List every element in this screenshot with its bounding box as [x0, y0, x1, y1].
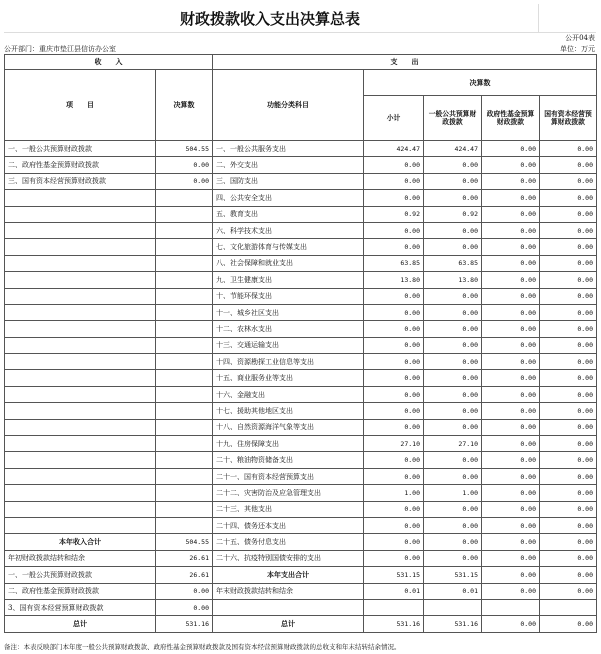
subtotal-header: 小计	[364, 96, 424, 141]
general-public-header: 一般公共预算财政拨款	[424, 96, 482, 141]
expense-item-cell: 十四、资源勘探工业信息等支出	[213, 354, 364, 370]
table-row	[5, 403, 597, 419]
state-capital-cell: 0.00	[540, 255, 597, 271]
expense-item-cell: 二十三、其他支出	[213, 501, 364, 517]
income-amount-cell	[156, 337, 213, 353]
income-amount-cell	[156, 239, 213, 255]
table-row	[5, 141, 597, 157]
income-item-cell	[5, 468, 156, 484]
income-item-cell: 三、国有资本经营预算财政拨款	[5, 173, 156, 189]
state-capital-cell: 0.00	[540, 206, 597, 222]
general-public-cell: 0.00	[424, 370, 482, 386]
income-item-cell: 本年收入合计	[5, 534, 156, 550]
expense-item-cell: 二十六、抗疫特别国债安排的支出	[213, 550, 364, 566]
table-row	[5, 272, 597, 288]
gov-fund-cell: 0.00	[482, 321, 540, 337]
general-public-cell: 0.01	[424, 583, 482, 599]
footnote: 备注：本表反映部门本年度一般公共预算财政拨款、政府性基金预算财政拨款及国有资本经营预算财政拨款的总收支和年末结转结余情况。	[4, 643, 401, 651]
subtotal-cell: 0.00	[364, 468, 424, 484]
table-row	[5, 419, 597, 435]
subtotal-cell: 0.00	[364, 370, 424, 386]
general-public-cell: 0.00	[424, 190, 482, 206]
gov-fund-cell: 0.00	[482, 386, 540, 402]
expense-item-cell: 二十四、债务还本支出	[213, 517, 364, 533]
expense-item-cell: 七、文化旅游体育与传媒支出	[213, 239, 364, 255]
state-capital-cell: 0.00	[540, 337, 597, 353]
income-header: 收 入	[5, 55, 213, 70]
income-amount-cell: 0.00	[156, 157, 213, 173]
income-item-cell	[5, 354, 156, 370]
general-public-cell: 0.00	[424, 550, 482, 566]
subtotal-cell: 63.85	[364, 255, 424, 271]
income-amount-cell: 531.16	[156, 616, 213, 632]
income-item-cell: 总计	[5, 616, 156, 632]
expense-item-cell: 十九、住房保障支出	[213, 436, 364, 452]
table-row	[5, 337, 597, 353]
expense-item-cell: 九、卫生健康支出	[213, 272, 364, 288]
gov-fund-cell: 0.00	[482, 370, 540, 386]
subtotal-cell: 0.00	[364, 354, 424, 370]
subtotal-cell: 0.00	[364, 403, 424, 419]
expense-item-cell: 年末财政拨款结转和结余	[213, 583, 364, 599]
income-item-cell	[5, 370, 156, 386]
table-row	[5, 436, 597, 452]
income-amount-cell: 26.61	[156, 550, 213, 566]
income-item-cell	[5, 436, 156, 452]
state-capital-cell	[540, 599, 597, 615]
table-row	[5, 222, 597, 238]
subtotal-cell: 0.00	[364, 534, 424, 550]
income-amount-cell	[156, 255, 213, 271]
income-item-cell	[5, 403, 156, 419]
gov-fund-header: 政府性基金预算财政拨款	[482, 96, 540, 141]
table-row	[5, 599, 597, 615]
table-row	[5, 501, 597, 517]
income-amount-cell	[156, 206, 213, 222]
gov-fund-cell: 0.00	[482, 616, 540, 632]
func-class-header: 功能分类科目	[213, 70, 364, 141]
gov-fund-cell: 0.00	[482, 550, 540, 566]
state-capital-cell: 0.00	[540, 550, 597, 566]
state-capital-cell: 0.00	[540, 501, 597, 517]
expense-item-cell: 二、外交支出	[213, 157, 364, 173]
table-row	[5, 517, 597, 533]
income-item-cell	[5, 190, 156, 206]
expense-item-cell: 一、一般公共服务支出	[213, 141, 364, 157]
general-public-cell: 0.00	[424, 239, 482, 255]
subtotal-cell: 1.00	[364, 485, 424, 501]
income-item-cell	[5, 386, 156, 402]
gov-fund-cell: 0.00	[482, 288, 540, 304]
table-row	[5, 468, 597, 484]
table-row	[5, 567, 597, 583]
subtotal-cell: 13.80	[364, 272, 424, 288]
subtotal-cell: 0.00	[364, 550, 424, 566]
general-public-cell: 0.92	[424, 206, 482, 222]
general-public-cell: 0.00	[424, 403, 482, 419]
gov-fund-cell: 0.00	[482, 452, 540, 468]
income-amount-cell: 0.00	[156, 173, 213, 189]
department-label: 公开部门：重庆市垫江县信访办公室	[4, 45, 116, 53]
gov-fund-cell: 0.00	[482, 337, 540, 353]
general-public-cell: 531.15	[424, 567, 482, 583]
gov-fund-cell: 0.00	[482, 468, 540, 484]
expense-item-cell: 本年支出合计	[213, 567, 364, 583]
table-row	[5, 616, 597, 632]
subtotal-cell: 0.00	[364, 386, 424, 402]
gov-fund-cell: 0.00	[482, 157, 540, 173]
income-amount-cell	[156, 403, 213, 419]
general-public-cell: 0.00	[424, 157, 482, 173]
expense-item-cell: 八、社会保障和就业支出	[213, 255, 364, 271]
income-amount-cell	[156, 190, 213, 206]
state-capital-cell: 0.00	[540, 616, 597, 632]
general-public-cell	[424, 599, 482, 615]
general-public-cell: 0.00	[424, 386, 482, 402]
income-item-cell	[5, 272, 156, 288]
table-row	[5, 255, 597, 271]
income-item-cell	[5, 321, 156, 337]
state-capital-cell: 0.00	[540, 190, 597, 206]
expense-item-cell: 二十一、国有资本经营预算支出	[213, 468, 364, 484]
state-capital-cell: 0.00	[540, 370, 597, 386]
state-capital-cell: 0.00	[540, 288, 597, 304]
state-capital-cell: 0.00	[540, 567, 597, 583]
subtotal-cell: 0.01	[364, 583, 424, 599]
expense-item-cell: 四、公共安全支出	[213, 190, 364, 206]
gov-fund-cell	[482, 599, 540, 615]
income-amount-cell: 504.55	[156, 534, 213, 550]
table-row	[5, 288, 597, 304]
income-item-cell	[5, 517, 156, 533]
subtotal-cell: 0.92	[364, 206, 424, 222]
subtotal-cell: 27.10	[364, 436, 424, 452]
budget-table	[4, 54, 597, 633]
income-item-cell	[5, 255, 156, 271]
general-public-cell: 0.00	[424, 419, 482, 435]
income-item-cell	[5, 419, 156, 435]
income-item-cell	[5, 222, 156, 238]
expense-item-cell: 十二、农林水支出	[213, 321, 364, 337]
gov-fund-cell: 0.00	[482, 436, 540, 452]
subtotal-cell: 0.00	[364, 190, 424, 206]
subtotal-cell: 0.00	[364, 222, 424, 238]
gov-fund-cell: 0.00	[482, 173, 540, 189]
subtotal-cell	[364, 599, 424, 615]
item-header: 项 目	[5, 70, 156, 141]
income-item-cell	[5, 304, 156, 320]
state-capital-cell: 0.00	[540, 222, 597, 238]
subtotal-cell: 0.00	[364, 304, 424, 320]
income-amount-cell	[156, 370, 213, 386]
state-capital-cell: 0.00	[540, 173, 597, 189]
income-item-cell	[5, 485, 156, 501]
state-capital-header: 国有资本经营预算财政拨款	[540, 96, 597, 141]
gov-fund-cell: 0.00	[482, 403, 540, 419]
income-amount-cell	[156, 354, 213, 370]
state-capital-cell: 0.00	[540, 272, 597, 288]
subtotal-cell: 0.00	[364, 517, 424, 533]
subtotal-cell: 0.00	[364, 452, 424, 468]
gov-fund-cell: 0.00	[482, 567, 540, 583]
general-public-cell: 531.16	[424, 616, 482, 632]
table-row	[5, 321, 597, 337]
state-capital-cell: 0.00	[540, 403, 597, 419]
table-row	[5, 157, 597, 173]
expense-item-cell	[213, 599, 364, 615]
expense-item-cell: 二十二、灾害防治及应急管理支出	[213, 485, 364, 501]
state-capital-cell: 0.00	[540, 354, 597, 370]
expense-header: 支 出	[213, 55, 597, 70]
general-public-cell: 0.00	[424, 173, 482, 189]
income-amount-cell: 0.00	[156, 583, 213, 599]
gov-fund-cell: 0.00	[482, 222, 540, 238]
final-amount-header: 决算数	[156, 70, 213, 141]
expense-item-cell: 十五、商业服务业等支出	[213, 370, 364, 386]
subtotal-cell: 0.00	[364, 419, 424, 435]
income-amount-cell	[156, 304, 213, 320]
expense-item-cell: 十六、金融支出	[213, 386, 364, 402]
income-item-cell: 一、一般公共预算财政拨款	[5, 567, 156, 583]
state-capital-cell: 0.00	[540, 485, 597, 501]
general-public-cell: 0.00	[424, 321, 482, 337]
table-row	[5, 206, 597, 222]
general-public-cell: 0.00	[424, 501, 482, 517]
income-amount-cell	[156, 321, 213, 337]
form-number: 公开04表	[565, 34, 595, 42]
gov-fund-cell: 0.00	[482, 534, 540, 550]
state-capital-cell: 0.00	[540, 239, 597, 255]
income-item-cell	[5, 288, 156, 304]
expense-item-cell: 十七、援助其他地区支出	[213, 403, 364, 419]
general-public-cell: 0.00	[424, 354, 482, 370]
general-public-cell: 63.85	[424, 255, 482, 271]
general-public-cell: 1.00	[424, 485, 482, 501]
subtotal-cell: 0.00	[364, 239, 424, 255]
subtotal-cell: 0.00	[364, 173, 424, 189]
gov-fund-cell: 0.00	[482, 141, 540, 157]
income-item-cell	[5, 452, 156, 468]
table-row	[5, 534, 597, 550]
income-item-cell: 二、政府性基金预算财政拨款	[5, 583, 156, 599]
expense-item-cell: 三、国防支出	[213, 173, 364, 189]
state-capital-cell: 0.00	[540, 141, 597, 157]
expense-item-cell: 五、教育支出	[213, 206, 364, 222]
income-amount-cell: 504.55	[156, 141, 213, 157]
income-amount-cell	[156, 452, 213, 468]
general-public-cell: 0.00	[424, 534, 482, 550]
table-row	[5, 386, 597, 402]
subtotal-cell: 0.00	[364, 321, 424, 337]
expense-item-cell: 十八、自然资源海洋气象等支出	[213, 419, 364, 435]
state-capital-cell: 0.00	[540, 419, 597, 435]
expense-item-cell: 十三、交通运输支出	[213, 337, 364, 353]
general-public-cell: 0.00	[424, 337, 482, 353]
income-item-cell: 一、一般公共预算财政拨款	[5, 141, 156, 157]
table-row	[5, 583, 597, 599]
income-amount-cell	[156, 386, 213, 402]
state-capital-cell: 0.00	[540, 436, 597, 452]
income-item-cell	[5, 501, 156, 517]
state-capital-cell: 0.00	[540, 321, 597, 337]
table-row	[5, 550, 597, 566]
general-public-cell: 0.00	[424, 452, 482, 468]
expense-item-cell: 十、节能环保支出	[213, 288, 364, 304]
state-capital-cell: 0.00	[540, 304, 597, 320]
general-public-cell: 0.00	[424, 517, 482, 533]
table-row	[5, 354, 597, 370]
general-public-cell: 0.00	[424, 288, 482, 304]
gov-fund-cell: 0.00	[482, 206, 540, 222]
expense-item-cell: 二十、粮油物资储备支出	[213, 452, 364, 468]
income-amount-cell	[156, 272, 213, 288]
state-capital-cell: 0.00	[540, 386, 597, 402]
expense-item-cell: 总计	[213, 616, 364, 632]
table-row	[5, 485, 597, 501]
subtotal-cell: 531.16	[364, 616, 424, 632]
income-item-cell	[5, 239, 156, 255]
income-amount-cell: 26.61	[156, 567, 213, 583]
income-amount-cell	[156, 419, 213, 435]
table-row	[5, 370, 597, 386]
gov-fund-cell: 0.00	[482, 239, 540, 255]
subtotal-cell: 0.00	[364, 288, 424, 304]
table-row	[5, 452, 597, 468]
general-public-cell: 0.00	[424, 222, 482, 238]
general-public-cell: 13.80	[424, 272, 482, 288]
general-public-cell: 0.00	[424, 304, 482, 320]
table-row	[5, 173, 597, 189]
gov-fund-cell: 0.00	[482, 517, 540, 533]
general-public-cell: 27.10	[424, 436, 482, 452]
income-item-cell: 二、政府性基金预算财政拨款	[5, 157, 156, 173]
general-public-cell: 424.47	[424, 141, 482, 157]
state-capital-cell: 0.00	[540, 534, 597, 550]
income-amount-cell	[156, 222, 213, 238]
subtotal-cell: 0.00	[364, 337, 424, 353]
expense-item-cell: 六、科学技术支出	[213, 222, 364, 238]
subtotal-cell: 424.47	[364, 141, 424, 157]
subtotal-cell: 0.00	[364, 157, 424, 173]
gov-fund-cell: 0.00	[482, 501, 540, 517]
gov-fund-cell: 0.00	[482, 583, 540, 599]
income-amount-cell	[156, 501, 213, 517]
table-row	[5, 239, 597, 255]
gov-fund-cell: 0.00	[482, 354, 540, 370]
gov-fund-cell: 0.00	[482, 255, 540, 271]
subtotal-cell: 0.00	[364, 501, 424, 517]
gov-fund-cell: 0.00	[482, 485, 540, 501]
table-row	[5, 190, 597, 206]
income-amount-cell	[156, 468, 213, 484]
expense-item-cell: 十一、城乡社区支出	[213, 304, 364, 320]
general-public-cell: 0.00	[424, 468, 482, 484]
gov-fund-cell: 0.00	[482, 272, 540, 288]
state-capital-cell: 0.00	[540, 517, 597, 533]
income-item-cell	[5, 337, 156, 353]
income-amount-cell: 0.00	[156, 599, 213, 615]
income-item-cell: 年初财政拨款结转和结余	[5, 550, 156, 566]
gov-fund-cell: 0.00	[482, 419, 540, 435]
income-item-cell	[5, 206, 156, 222]
state-capital-cell: 0.00	[540, 583, 597, 599]
income-item-cell: 3、国有资本经营预算财政拨款	[5, 599, 156, 615]
table-row	[5, 304, 597, 320]
page-title: 财政拨款收入支出决算总表	[179, 10, 360, 28]
state-capital-cell: 0.00	[540, 452, 597, 468]
unit-label: 单位：万元	[560, 45, 595, 53]
expense-item-cell: 二十五、债务付息支出	[213, 534, 364, 550]
final-amount2-header: 决算数	[364, 70, 597, 96]
state-capital-cell: 0.00	[540, 157, 597, 173]
gov-fund-cell: 0.00	[482, 190, 540, 206]
income-amount-cell	[156, 485, 213, 501]
subtotal-cell: 531.15	[364, 567, 424, 583]
income-amount-cell	[156, 288, 213, 304]
income-amount-cell	[156, 517, 213, 533]
state-capital-cell: 0.00	[540, 468, 597, 484]
income-amount-cell	[156, 436, 213, 452]
gov-fund-cell: 0.00	[482, 304, 540, 320]
